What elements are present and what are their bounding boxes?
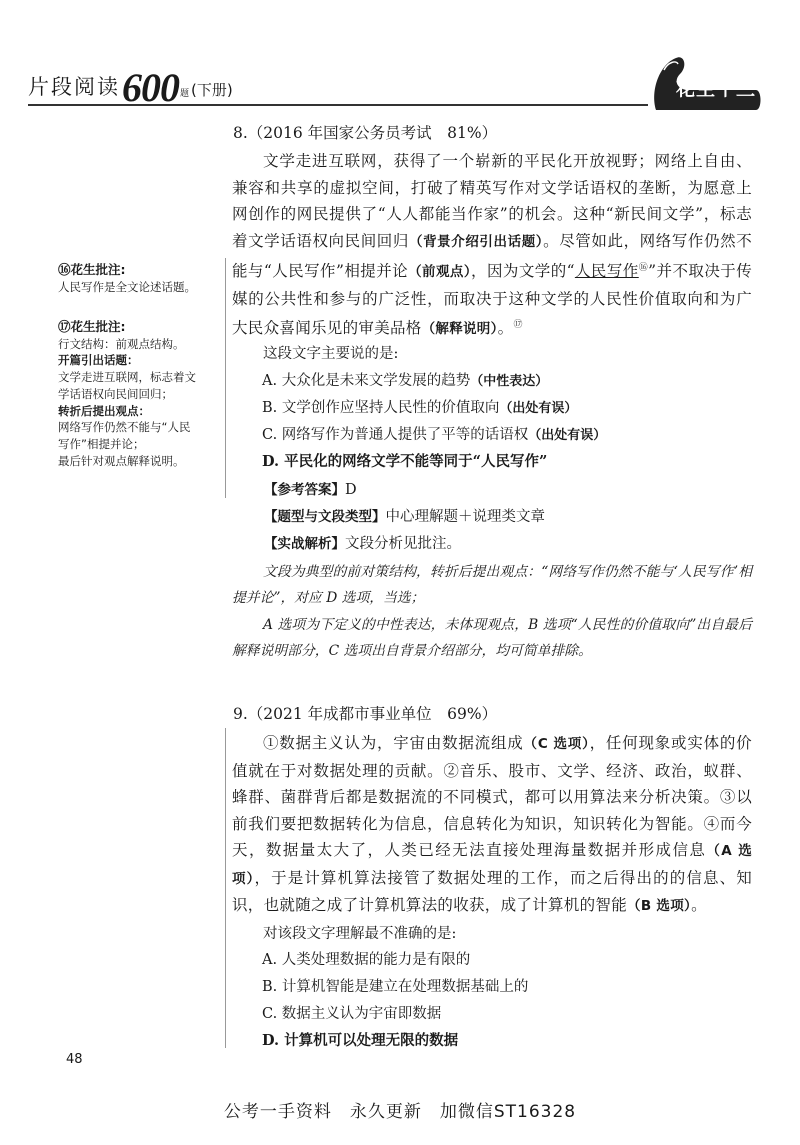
header-divider <box>28 104 648 106</box>
analysis-intro: 文段分析见批注。 <box>345 536 461 552</box>
question-9-prompt: 对该段文字理解最不准确的是: <box>263 926 457 942</box>
q8-option-d <box>262 450 547 471</box>
annotation: （B 选项） <box>627 898 692 914</box>
q8-analysis-heading <box>264 532 461 553</box>
option-text: B. 文学创作应坚持人民性的价值取向 <box>262 400 500 416</box>
option-note: （中性表达） <box>470 374 549 389</box>
q9-option-a: A. 人类处理数据的能力是有限的 <box>262 952 471 968</box>
margin-divider <box>225 728 226 1048</box>
question-8-passage <box>232 148 752 343</box>
annotation: （C 选项） <box>523 736 590 752</box>
note-line: 文学走进互联网，标志着文 <box>58 370 196 385</box>
passage-text: ，任何现象或实体的价值就在于对数据处理的贡献。②音乐、股市、文学、经济、政治，蚁群、蜂群、菌群背后都是数据流的不同模式，都可以用算法来分析决策。③以前我们要把数据转化为信息，信息转化为知识，知识转化为智能。④而今天，数据量太大了，人类已经无法直接处理海量数据并形成信息 <box>232 734 752 859</box>
underlined-term: 人民写作 <box>574 262 639 281</box>
book-title-number: 600 <box>122 65 179 110</box>
answer-label: 【参考答案】 <box>264 482 345 498</box>
note-ref-17: ⑰ <box>513 320 523 331</box>
annotation: （A 选项） <box>232 843 752 887</box>
footer-banner: 公考一手资料 永久更新 加微信ST16328 <box>223 1102 577 1122</box>
answer-value: D <box>345 482 357 498</box>
margin-notes <box>58 261 220 491</box>
book-title-prefix: 片段阅读 <box>28 75 120 99</box>
margin-note-17 <box>58 318 220 470</box>
note-line: 最后针对观点解释说明。 <box>58 453 185 468</box>
logo-text: 花生十三 <box>676 78 757 100</box>
note-ref-16: ⑯ <box>638 263 649 273</box>
margin-note-16 <box>58 261 220 296</box>
q8-analysis-2: A 选项为下定义的中性表达，未体现观点，B 选项“人民性的价值取向”出自最后解释说明部分，C 选项出自背景介绍部分，均可简单排除。 <box>232 617 752 659</box>
q9-option-c: C. 数据主义认为宇宙即数据 <box>262 1006 442 1022</box>
option-text: D. 平民化的网络文学不能等同于“人民写作” <box>262 453 548 470</box>
peanut-logo <box>646 50 764 118</box>
note-line: 写作”相提并论； <box>58 436 145 451</box>
passage-text: 文学走进互联网，获得了一个崭新的平民化开放视野；网络上自由、兼容和共享的虚拟空间，打破了精英写作对文学话语权的垄断，为愿意上网创作的网民提供了“人人都能当作家”的机会。这种“新民间文学”，标志着文学话语权向民间回归 <box>232 152 752 250</box>
note-line: 人民写作是全文论述话题。 <box>58 280 196 294</box>
option-text: A. 大众化是未来文学发展的趋势 <box>262 373 471 389</box>
annotation: （背景介绍引出话题） <box>408 233 544 250</box>
passage-text: ，因为文学的“ <box>471 262 575 281</box>
type-value: 中心理解题＋说理类文章 <box>385 509 545 525</box>
note-line: 转折后提出观点： <box>58 403 150 418</box>
passage-text: 。 <box>497 319 514 338</box>
passage-text: ”并不取决于传媒的公共性和参与的广泛性，而取决于这种文学的人民性价值取向和为广大民众喜闻乐见的审美品格 <box>232 262 753 338</box>
question-8-header: 8.（2016 年国家公务员考试 81%） <box>233 124 498 142</box>
passage-text: ①数据主义认为，宇宙由数据流组成 <box>263 734 524 752</box>
margin-divider <box>225 258 226 498</box>
option-text: C. 网络写作为普通人提供了平等的话语权 <box>262 427 529 443</box>
question-9-header: 9.（2021 年成都市事业单位 69%） <box>233 705 498 723</box>
note-line: 学话语权向民间回归； <box>58 386 173 401</box>
page-number: 48 <box>66 1052 83 1067</box>
q9-option-d: D. 计算机可以处理无限的数据 <box>262 1032 459 1049</box>
question-8-prompt: 这段文字主要说的是: <box>263 346 399 362</box>
q8-question-type <box>264 505 545 526</box>
note-line: 网络写作仍然不能与“人民 <box>58 420 191 435</box>
book-title-volume: (下册) <box>191 81 233 99</box>
question-9-passage <box>232 730 752 920</box>
passage-text: ，于是计算机算法接管了数据处理的工作，而之后得出的的信息、知识，也就随之成了计算机算法的收获，成了计算机的智能 <box>232 868 752 914</box>
passage-text: 。 <box>691 896 707 914</box>
note-title: ⑰花生批注: <box>58 318 126 334</box>
analysis-label: 【实战解析】 <box>264 536 345 552</box>
note-line: 开篇引出话题： <box>58 353 139 368</box>
book-title-unit: 题 <box>180 89 190 99</box>
passage-text: 。尽管如此，网络写作仍然不能与“人民写作”相提并论 <box>232 231 752 281</box>
q8-analysis-1: 文段为典型的前对策结构，转折后提出观点：“网络写作仍然不能与‘人民写作’相提并论”，对应 D 选项，当选； <box>232 564 752 606</box>
annotation: （前观点） <box>408 264 472 281</box>
q9-option-b: B. 计算机智能是建立在处理数据基础上的 <box>262 979 529 995</box>
q8-option-c <box>262 423 606 444</box>
q8-option-b <box>262 396 577 417</box>
type-label: 【题型与文段类型】 <box>264 509 386 525</box>
option-note: （出处有误） <box>528 428 607 443</box>
q8-answer <box>264 478 357 498</box>
q8-option-a <box>262 369 548 390</box>
annotation: （解释说明） <box>421 321 498 338</box>
book-title <box>28 65 233 110</box>
option-note: （出处有误） <box>499 401 578 416</box>
note-title: ⑯花生批注: <box>58 262 126 277</box>
note-line: 行文结构：前观点结构。 <box>58 336 185 351</box>
